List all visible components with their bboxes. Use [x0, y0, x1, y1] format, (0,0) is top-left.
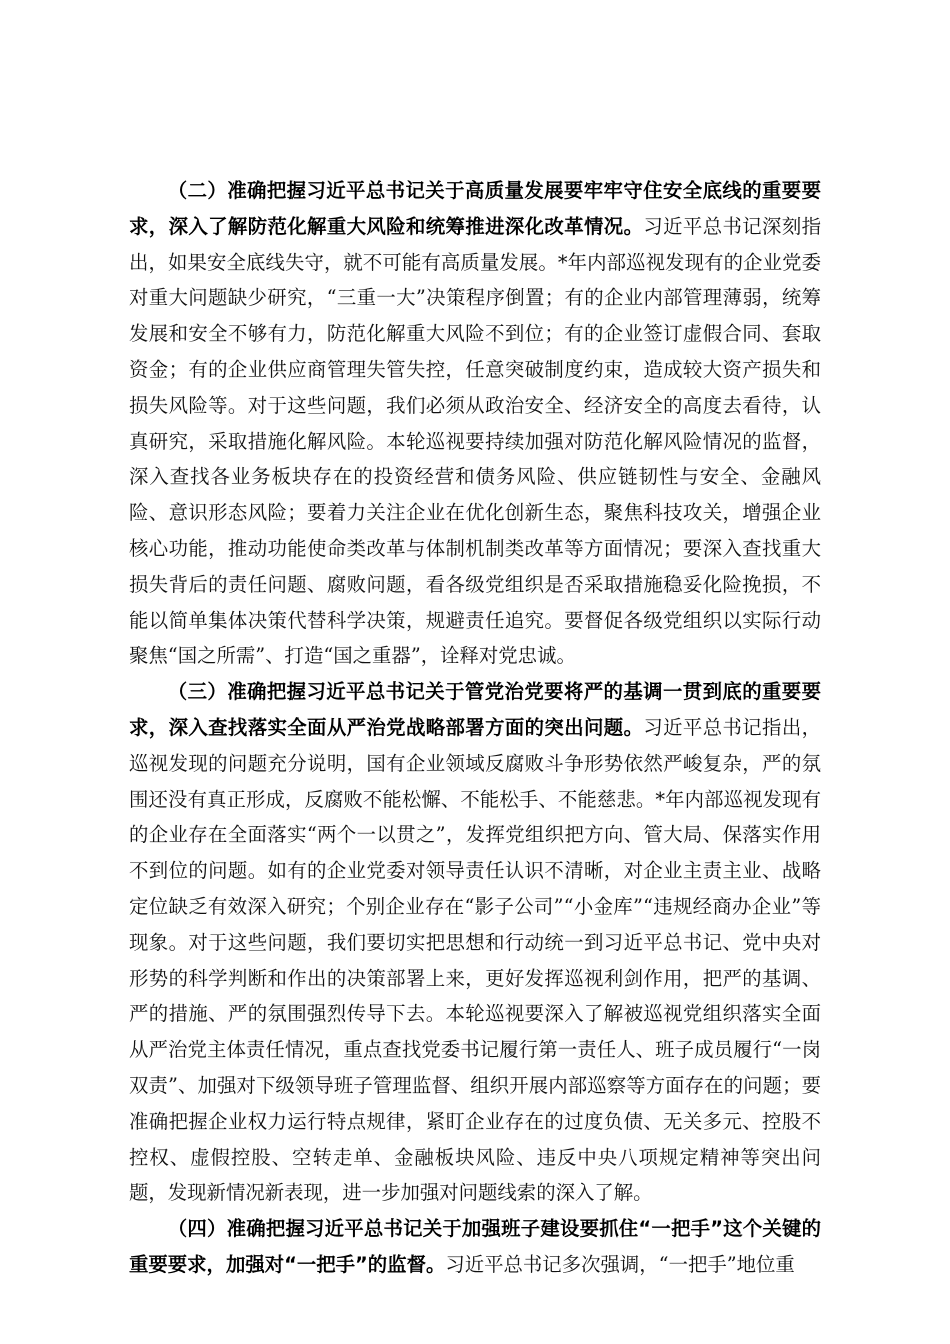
paragraph-section-2 [129, 173, 821, 674]
section-3-body: 习近平总书记指出，巡视发现的问题充分说明，国有企业领域反腐败斗争形势依然严峻复杂，严的氛围还没有真正形成，反腐败不能松懈、不能松手、不能慈悲。*年内部巡视发现有的企业存在全面落实“两个一以贯之”，发挥党组织把方向、管大局、保落实作用不到位的问题。如有的企业党委对领导责任认识不清晰，对企业主责主业、战略定位缺乏有效深入研究；个别企业存在“影子公司”“小金库”“违规经商办企业”等现象。对于这些问题，我们要切实把思想和行动统一到习近平总书记、党中央对形势的科学判断和作出的决策部署上来，更好发挥巡视利剑作用，把严的基调、严的措施、严的氛围强烈传导下去。本轮巡视要深入了解被巡视党组织落实全面从严治党主体责任情况，重点查找党委书记履行第一责任人、班子成员履行“一岗双责”、加强对下级领导班子管理监督、组织开展内部巡察等方面存在的问题；要准确把握企业权力运行特点规律，紧盯企业存在的过度负债、无关多元、控股不控权、虚假控股、空转走单、金融板块风险、违反中央八项规定精神等突出问题，发现新情况新表现，进一步加强对问题线索的深入了解。 [129, 715, 822, 1205]
paragraph-section-4 [129, 1211, 821, 1283]
section-4-heading: （四）准确把握习近平总书记关于加强班子建设要抓住“一把手”这个关键的重要要求，加强对“一把手”的监督。 [129, 1217, 821, 1276]
document-body [129, 173, 821, 1283]
section-4-body: 习近平总书记多次强调，“一把手”地位重 [445, 1252, 795, 1276]
section-2-body: 习近平总书记深刻指出，如果安全底线失守，就不可能有高质量发展。*年内部巡视发现有的企业党委对重大问题缺少研究，“三重一大”决策程序倒置；有的企业内部管理薄弱，统筹发展和安全不够有力，防范化解重大风险不到位；有的企业签订虚假合同、套取资金；有的企业供应商管理失管失控，任意突破制度约束，造成较大资产损失和损失风险等。对于这些问题，我们必须从政治安全、经济安全的高度去看待，认真研究，采取措施化解风险。本轮巡视要持续加强对防范化解风险情况的监督，深入查找各业务板块存在的投资经营和债务风险、供应链韧性与安全、金融风险、意识形态风险；要着力关注企业在优化创新生态，聚焦科技攻关，增强企业核心功能，推动功能使命类改革与体制机制类改革等方面情况；要深入查找重大损失背后的责任问题、腐败问题，看各级党组织是否采取措施稳妥化险挽损，不能以简单集体决策代替科学决策，规避责任追究。要督促各级党组织以实际行动聚焦“国之所需”、打造“国之重器”，诠释对党忠诚。 [129, 214, 822, 668]
section-2-heading: （二）准确把握习近平总书记关于高质量发展要牢牢守住安全底线的重要要求，深入了解防范化解重大风险和统筹推进深化改革情况。 [129, 179, 821, 238]
paragraph-section-3 [129, 674, 821, 1211]
section-3-heading: （三）准确把握习近平总书记关于管党治党要将严的基调一贯到底的重要要求，深入查找落实全面从严治党战略部署方面的突出问题。 [129, 680, 821, 739]
